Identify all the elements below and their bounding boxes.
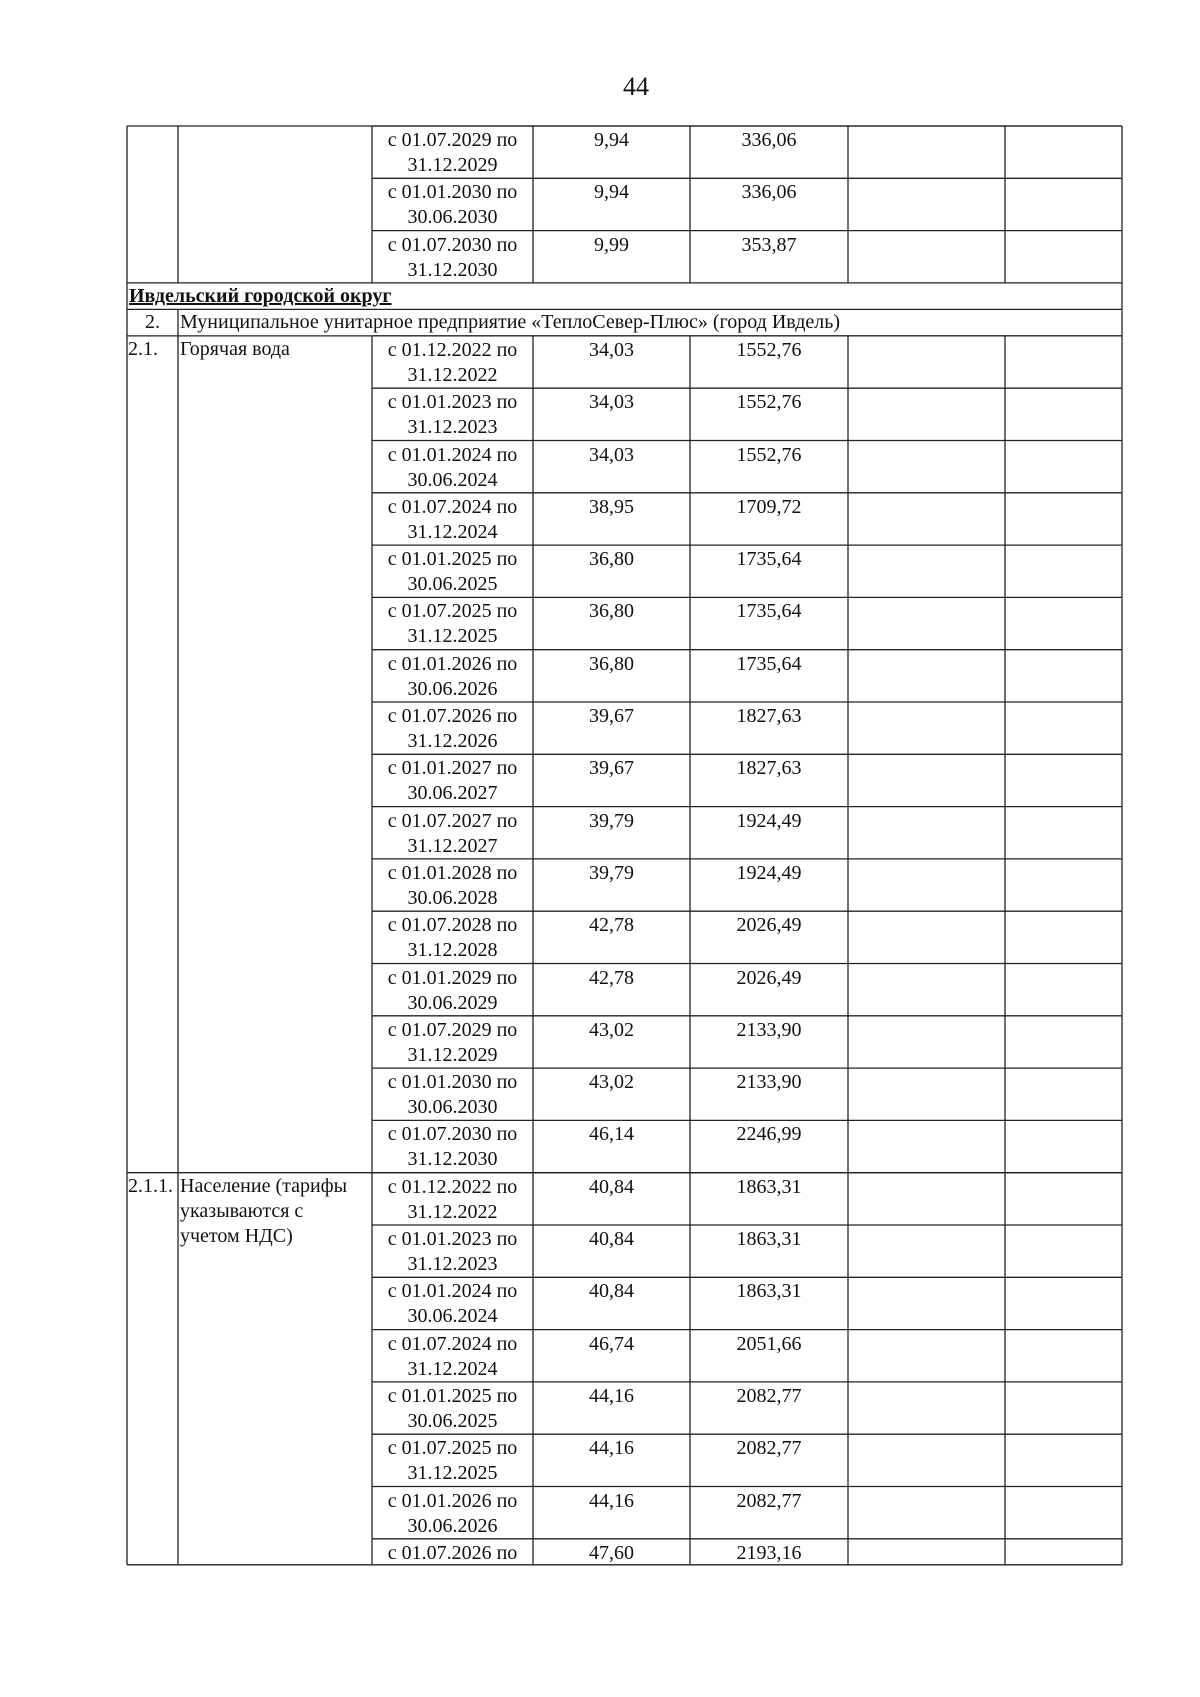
group-1-row-period: с 01.07.2028 по <box>387 914 518 937</box>
group-1-row-value-2: 1735,64 <box>736 600 802 623</box>
group-2-row-period: с 01.07.2024 по <box>387 1332 518 1355</box>
group-1-row-period: с 01.01.2023 по <box>387 391 518 414</box>
group-1-row-value-1: 43,02 <box>589 1018 634 1041</box>
group-1-row-period: 31.12.2023 <box>407 416 498 439</box>
group-1-row-value-2: 2026,49 <box>736 966 802 989</box>
group-1-row-value-2: 1552,76 <box>736 391 802 414</box>
group-1-row-period: 31.12.2030 <box>407 1148 498 1171</box>
group-1-row-period: 30.06.2027 <box>407 782 498 805</box>
top-row-period: 30.06.2030 <box>407 206 498 229</box>
group-1-row-value-2: 1827,63 <box>736 705 802 727</box>
group-label: учетом НДС) <box>180 1224 293 1247</box>
top-row-period: 31.12.2029 <box>407 154 498 176</box>
group-1-row-value-1: 39,79 <box>589 861 634 884</box>
group-2-row-period: 31.12.2023 <box>407 1253 498 1275</box>
top-row-period: с 01.07.2029 по <box>387 129 518 151</box>
group-1-row-period: с 01.07.2027 по <box>387 809 518 832</box>
group-1-row-value-2: 1552,76 <box>736 443 802 466</box>
group-2-row-period: с 01.01.2024 по <box>387 1280 518 1303</box>
group-2-row-value-2: 1863,31 <box>736 1175 802 1198</box>
top-row-value-2: 336,06 <box>741 181 797 204</box>
group-1-row-period: с 01.07.2030 по <box>387 1123 518 1146</box>
group-2-row-period: с 01.01.2026 по <box>387 1489 518 1512</box>
group-2-row-period: с 01.07.2025 по <box>387 1437 518 1460</box>
group-1-row-value-1: 42,78 <box>589 966 634 989</box>
group-1-row-value-1: 34,03 <box>589 338 634 361</box>
group-1-row-value-2: 1827,63 <box>736 757 802 780</box>
group-1-row-period: с 01.07.2024 по <box>387 495 518 518</box>
group-1-row-value-1: 34,03 <box>589 391 634 414</box>
group-2-row-value-2: 2051,66 <box>736 1332 802 1355</box>
group-2-row-value-2: 2082,77 <box>736 1489 802 1512</box>
page-number: 44 <box>623 72 649 101</box>
group-1-row-value-2: 1735,64 <box>736 548 802 571</box>
org-name: Муниципальное унитарное предприятие «ТеплоСевер-Плюс» (город Ивдель) <box>180 311 841 334</box>
group-1-row-period: 31.12.2026 <box>407 730 498 752</box>
group-2-row-period: с 01.07.2026 по <box>387 1541 518 1564</box>
group-1-row-period: с 01.01.2029 по <box>387 966 518 989</box>
group-2-row-period: с 01.01.2023 по <box>387 1228 518 1250</box>
group-1-row-value-1: 39,79 <box>589 809 634 832</box>
group-label: Горячая вода <box>180 337 290 360</box>
group-1-row-period: с 01.01.2030 по <box>387 1071 518 1094</box>
group-1-row-period: 30.06.2025 <box>407 573 498 596</box>
group-number: 2.1. <box>128 337 158 360</box>
group-2-row-value-2: 2082,77 <box>736 1384 802 1407</box>
group-2-row-period: 30.06.2024 <box>407 1305 498 1328</box>
group-1-row-period: с 01.01.2028 по <box>387 861 518 884</box>
top-row-period: с 01.01.2030 по <box>387 181 518 204</box>
top-row-period: 31.12.2030 <box>407 258 498 281</box>
group-1-row-value-2: 2026,49 <box>736 914 802 937</box>
group-1-row-period: 30.06.2029 <box>407 991 498 1014</box>
group-1-row-period: 30.06.2030 <box>407 1096 498 1119</box>
top-row-value-1: 9,99 <box>594 233 629 256</box>
group-2-row-value-2: 2082,77 <box>736 1437 802 1460</box>
group-1-row-period: с 01.07.2029 по <box>387 1018 518 1041</box>
group-2-row-value-1: 40,84 <box>589 1280 634 1303</box>
group-2-row-value-1: 44,16 <box>589 1437 634 1460</box>
group-1-row-period: с 01.01.2027 по <box>387 757 518 780</box>
group-1-row-period: 30.06.2028 <box>407 886 498 909</box>
group-1-row-value-1: 36,80 <box>589 600 634 623</box>
group-1-row-value-1: 39,67 <box>589 757 634 780</box>
group-1-row-period: с 01.07.2025 по <box>387 600 518 623</box>
group-1-row-value-1: 34,03 <box>589 443 634 466</box>
group-1-row-period: 30.06.2024 <box>407 468 498 491</box>
group-1-row-value-2: 1709,72 <box>736 495 802 518</box>
group-1-row-period: с 01.07.2026 по <box>387 705 518 727</box>
group-2-row-period: с 01.12.2022 по <box>387 1175 518 1198</box>
group-1-row-period: 30.06.2026 <box>407 677 498 700</box>
org-number: 2. <box>145 311 160 334</box>
group-1-row-value-1: 36,80 <box>589 548 634 571</box>
group-2-row-value-2: 1863,31 <box>736 1228 802 1250</box>
group-1-row-period: 31.12.2028 <box>407 939 498 962</box>
group-1-row-value-1: 42,78 <box>589 914 634 937</box>
group-2-row-period: 30.06.2025 <box>407 1409 498 1432</box>
group-1-row-period: с 01.01.2025 по <box>387 548 518 571</box>
group-1-row-period: с 01.12.2022 по <box>387 338 518 361</box>
group-2-row-value-1: 44,16 <box>589 1489 634 1512</box>
group-1-row-value-1: 39,67 <box>589 705 634 727</box>
group-number: 2.1.1. <box>128 1174 173 1197</box>
group-1-row-value-1: 43,02 <box>589 1071 634 1094</box>
group-1-row-value-1: 38,95 <box>589 495 634 518</box>
group-2-row-period: 30.06.2026 <box>407 1514 498 1537</box>
group-1-row-period: с 01.01.2024 по <box>387 443 518 466</box>
group-2-row-period: 31.12.2024 <box>407 1357 498 1380</box>
group-1-row-value-2: 2246,99 <box>736 1123 802 1146</box>
group-1-row-value-2: 1924,49 <box>736 809 802 832</box>
group-2-row-value-1: 40,84 <box>589 1175 634 1198</box>
group-label: Население (тарифы <box>180 1174 348 1197</box>
group-2-row-value-1: 44,16 <box>589 1384 634 1407</box>
group-1-row-value-1: 46,14 <box>589 1123 634 1146</box>
group-2-row-period: 31.12.2025 <box>407 1462 498 1485</box>
group-1-row-value-1: 36,80 <box>589 652 634 675</box>
group-2-row-period: 31.12.2022 <box>407 1200 498 1223</box>
group-2-row-value-1: 47,60 <box>589 1541 634 1564</box>
group-1-row-period: с 01.01.2026 по <box>387 652 518 675</box>
group-1-row-period: 31.12.2027 <box>407 834 498 857</box>
group-1-row-value-2: 1552,76 <box>736 338 802 361</box>
district-heading: Ивдельский городской округ <box>129 284 392 307</box>
top-row-value-1: 9,94 <box>594 181 629 204</box>
top-row-period: с 01.07.2030 по <box>387 233 518 256</box>
group-2-row-value-1: 40,84 <box>589 1228 634 1250</box>
group-2-row-value-2: 1863,31 <box>736 1280 802 1303</box>
top-row-value-2: 353,87 <box>741 233 797 256</box>
group-2-row-value-2: 2193,16 <box>736 1541 802 1564</box>
top-row-value-1: 9,94 <box>594 129 629 151</box>
group-1-row-period: 31.12.2024 <box>407 520 498 543</box>
group-2-row-value-1: 46,74 <box>589 1332 634 1355</box>
group-2-row-period: с 01.01.2025 по <box>387 1384 518 1407</box>
group-1-row-period: 31.12.2022 <box>407 363 498 386</box>
group-1-row-period: 31.12.2025 <box>407 625 498 648</box>
group-1-row-period: 31.12.2029 <box>407 1043 498 1066</box>
group-label: указываются с <box>180 1199 304 1222</box>
top-row-value-2: 336,06 <box>741 129 797 151</box>
group-1-row-value-2: 2133,90 <box>736 1071 802 1094</box>
group-1-row-value-2: 1924,49 <box>736 861 802 884</box>
group-1-row-value-2: 1735,64 <box>736 652 802 675</box>
group-1-row-value-2: 2133,90 <box>736 1018 802 1041</box>
